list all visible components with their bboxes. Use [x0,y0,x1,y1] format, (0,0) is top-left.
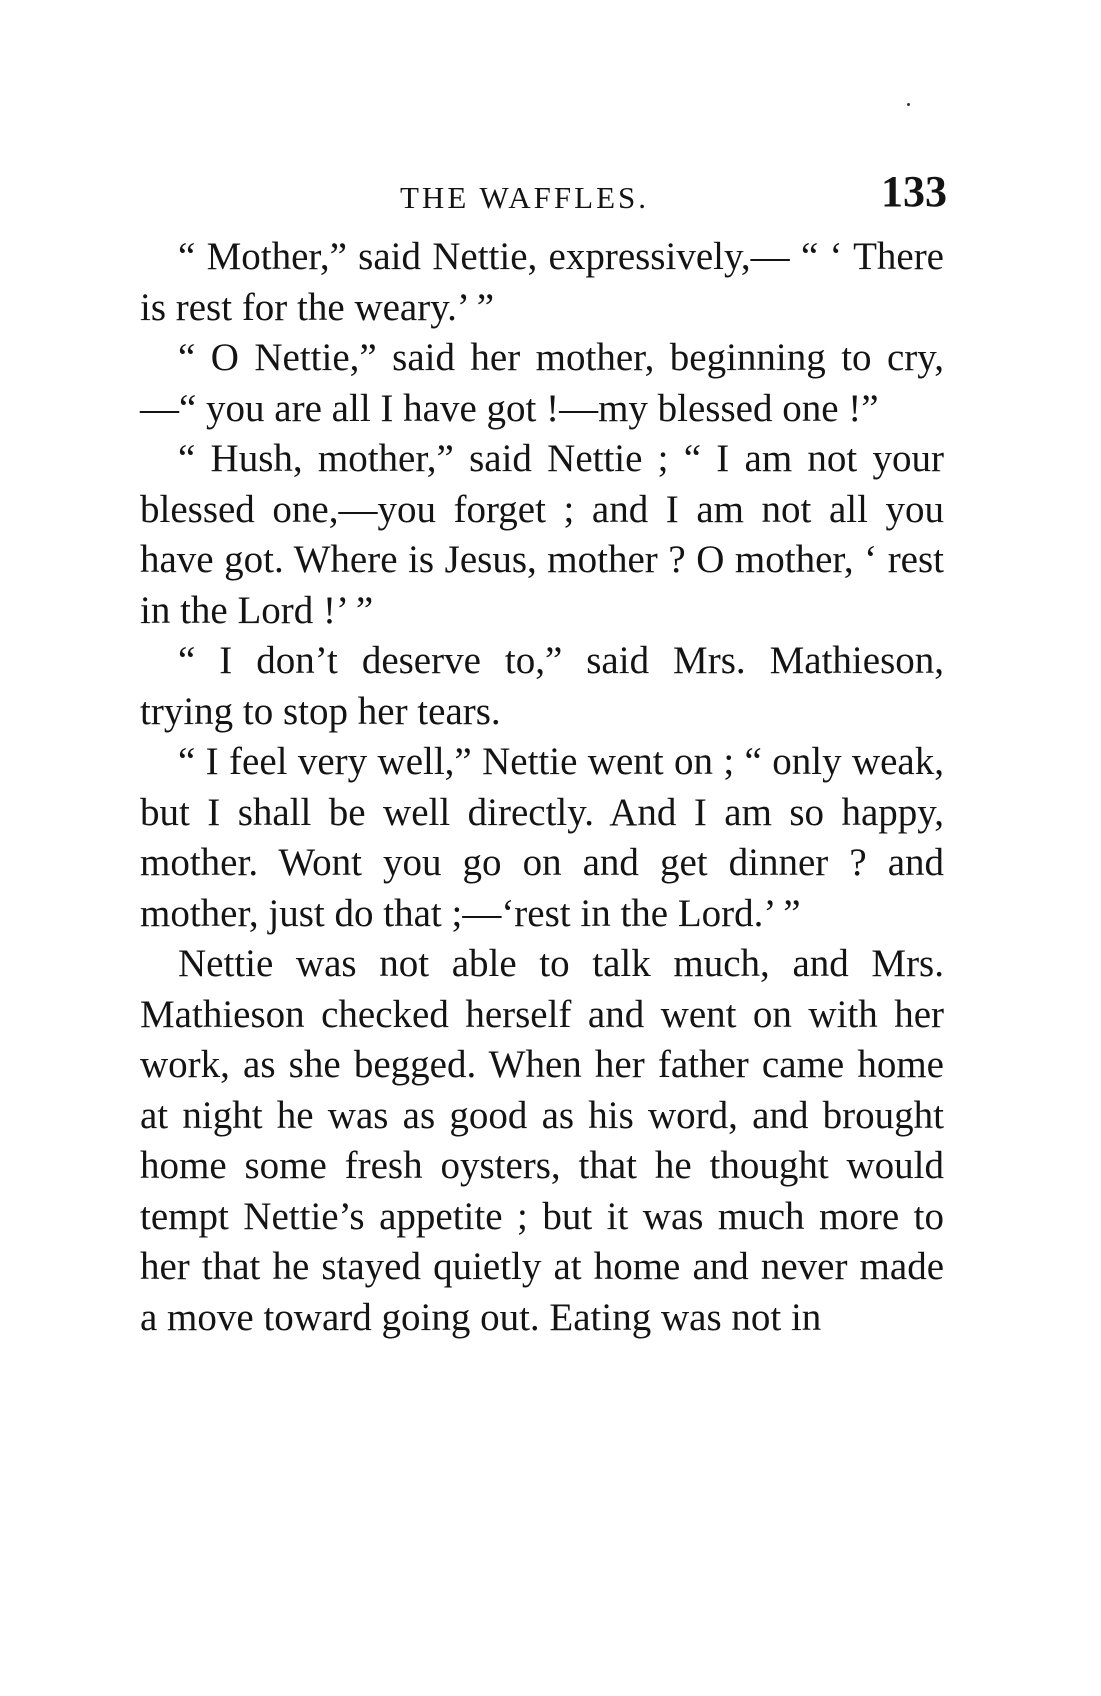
paragraph: “ Mother,” said Nettie, expressively,— “ ‘ There is rest for the weary.’ ” [140,235,944,329]
paragraph: Nettie was not able to talk much, and Mrs. Mathieson checked herself and went on with her work, as she begged. When her father came home at night he was as good as his word, and brought home some fresh oysters, that he thought would tempt Nettie’s appetite ; but it was much more to her that he stayed quietly at home and never made a move toward going out. Eating was not in [140,942,944,1339]
page-speck [907,103,910,106]
paragraph: “ I feel very well,” Nettie went on ; “ only weak, but I shall be well directly. And I am so happy, mother. Wont you go on and get dinner ? and mother, just do that ;—‘rest in the Lord.’ ” [140,740,944,935]
page-header [0,166,1101,226]
paragraph: “ O Nettie,” said her mother, beginning to cry,—“ you are all I have got !—my blessed one !” [140,336,944,430]
running-head: THE WAFFLES. [400,180,650,215]
body-text [140,232,944,1343]
page-number: 133 [881,167,947,216]
paragraph: “ I don’t deserve to,” said Mrs. Mathieson, trying to stop her tears. [140,639,944,733]
paragraph: “ Hush, mother,” said Nettie ; “ I am not your blessed one,—you forget ; and I am not all you have got. Where is Jesus, mother ? O mother, ‘ rest in the Lord !’ ” [140,437,944,632]
